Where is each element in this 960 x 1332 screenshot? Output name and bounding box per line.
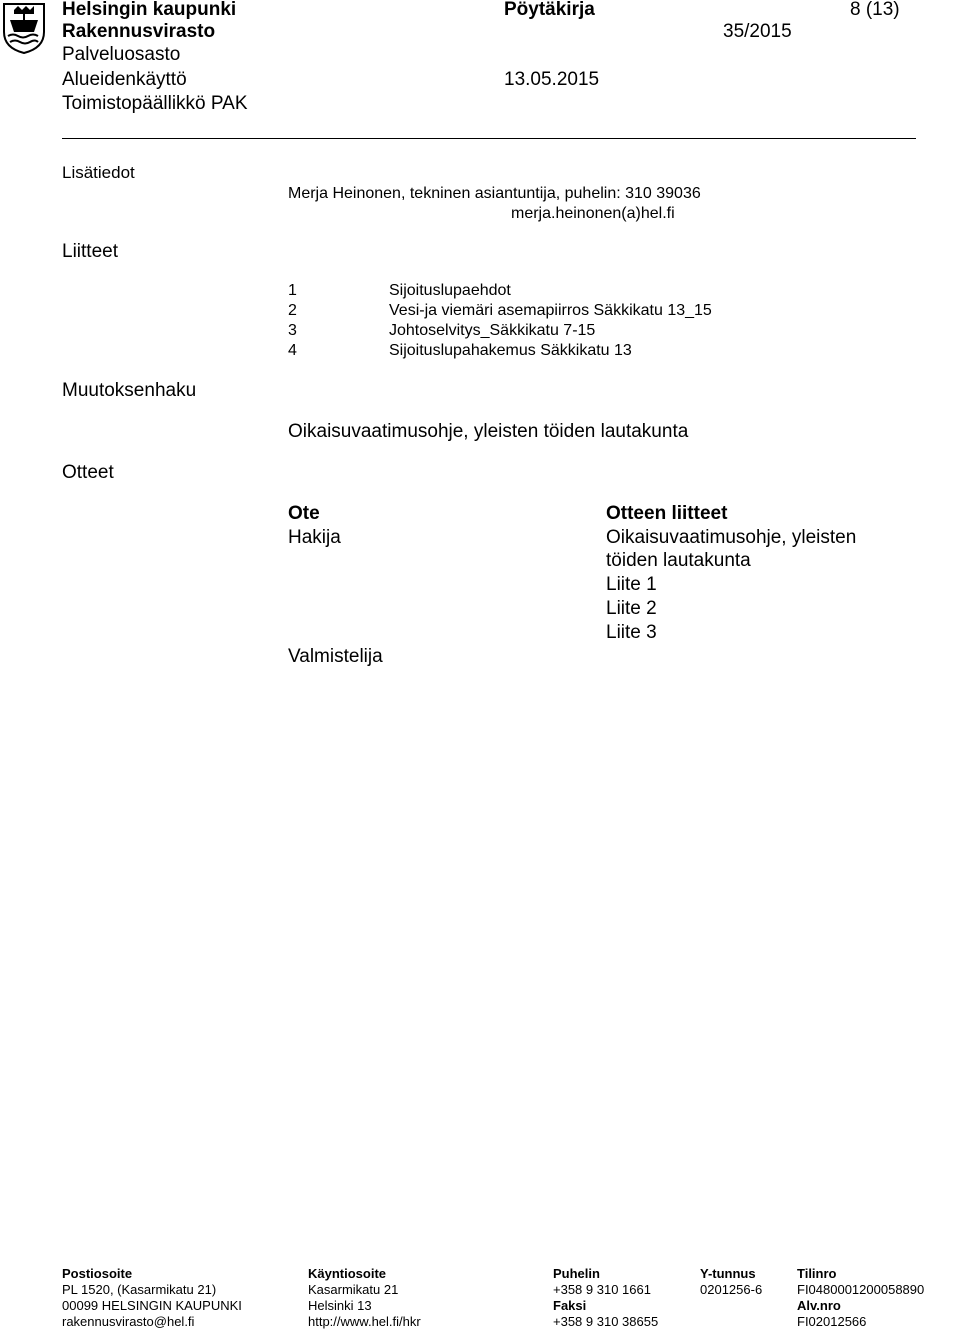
- footer-value: PL 1520, (Kasarmikatu 21): [62, 1282, 217, 1297]
- ote-column-header: Ote: [288, 503, 320, 524]
- extract-attachment-item: Liite 3: [606, 622, 657, 643]
- footer-email: rakennusvirasto@hel.fi: [62, 1314, 195, 1329]
- footer-value: 00099 HELSINGIN KAUPUNKI: [62, 1298, 242, 1313]
- extract-attachment-item: Liite 2: [606, 598, 657, 619]
- extract-attachment-line: Oikaisuvaatimusohje, yleisten: [606, 527, 857, 548]
- office-name: Rakennusvirasto: [62, 21, 216, 42]
- appeal-instruction: Oikaisuvaatimusohje, yleisten töiden lautakunta: [288, 421, 689, 442]
- otteen-liitteet-header: Otteen liitteet: [606, 503, 728, 524]
- footer-visiting-address: [308, 1266, 421, 1330]
- footer-label: Tilinro: [797, 1266, 837, 1281]
- muutoksenhaku-heading: Muutoksenhaku: [62, 380, 197, 401]
- extract-attachment-item: Liite 1: [606, 574, 657, 595]
- otteet-heading: Otteet: [62, 462, 114, 483]
- attachment-item: Johtoselvitys_Säkkikatu 7-15: [389, 322, 596, 339]
- attachment-num: 4: [288, 342, 297, 359]
- attachment-item: Vesi-ja viemäri asemapiirros Säkkikatu 13_15: [389, 302, 712, 319]
- unit-name: Alueidenkäyttö: [62, 69, 187, 90]
- minutes-number: 35/2015: [723, 21, 792, 42]
- footer-postal-address: [62, 1266, 242, 1330]
- footer-label: Alv.nro: [797, 1298, 841, 1313]
- contact-line: Merja Heinonen, tekninen asiantuntija, puhelin: 310 39036: [288, 185, 701, 202]
- footer-value: +358 9 310 1661: [553, 1282, 651, 1297]
- attachment-num: 1: [288, 282, 297, 299]
- attachment-item: Sijoituslupaehdot: [389, 282, 511, 299]
- recipient-item: Hakija: [288, 527, 341, 548]
- page-number: 8 (13): [850, 0, 900, 20]
- footer-label: Y-tunnus: [700, 1266, 756, 1281]
- document-date: 13.05.2015: [504, 69, 600, 90]
- department-name: Palveluosasto: [62, 44, 181, 65]
- footer-value: FI0480001200058890: [797, 1282, 925, 1297]
- footer-label: Puhelin: [553, 1266, 600, 1281]
- lisatiedot-heading: Lisätiedot: [62, 163, 135, 182]
- attachment-num: 3: [288, 322, 297, 339]
- footer-value: +358 9 310 38655: [553, 1314, 659, 1329]
- footer-label: Postiosoite: [62, 1266, 133, 1281]
- footer-phone: [553, 1266, 658, 1330]
- footer-value: Helsinki 13: [308, 1298, 372, 1313]
- city-name: Helsingin kaupunki: [62, 0, 237, 20]
- decision-maker: Toimistopäällikkö PAK: [62, 93, 248, 114]
- footer-value: FI02012566: [797, 1314, 867, 1329]
- attachment-item: Sijoituslupahakemus Säkkikatu 13: [389, 342, 632, 359]
- helsinki-crest-icon: [2, 2, 46, 54]
- recipient-item: Valmistelija: [288, 646, 383, 667]
- header-divider: [62, 138, 916, 139]
- liitteet-heading: Liitteet: [62, 241, 118, 262]
- footer-value: 0201256-6: [700, 1282, 763, 1297]
- extract-attachment-line: töiden lautakunta: [606, 550, 751, 571]
- footer-label: Faksi: [553, 1298, 587, 1313]
- document-type: Pöytäkirja: [504, 0, 595, 20]
- footer-label: Käyntiosoite: [308, 1266, 387, 1281]
- footer-url: http://www.hel.fi/hkr: [308, 1314, 421, 1329]
- footer-business-id: [700, 1266, 762, 1298]
- attachment-num: 2: [288, 302, 297, 319]
- footer-value: Kasarmikatu 21: [308, 1282, 399, 1297]
- footer-account: [797, 1266, 924, 1330]
- contact-email: merja.heinonen(a)hel.fi: [511, 205, 675, 222]
